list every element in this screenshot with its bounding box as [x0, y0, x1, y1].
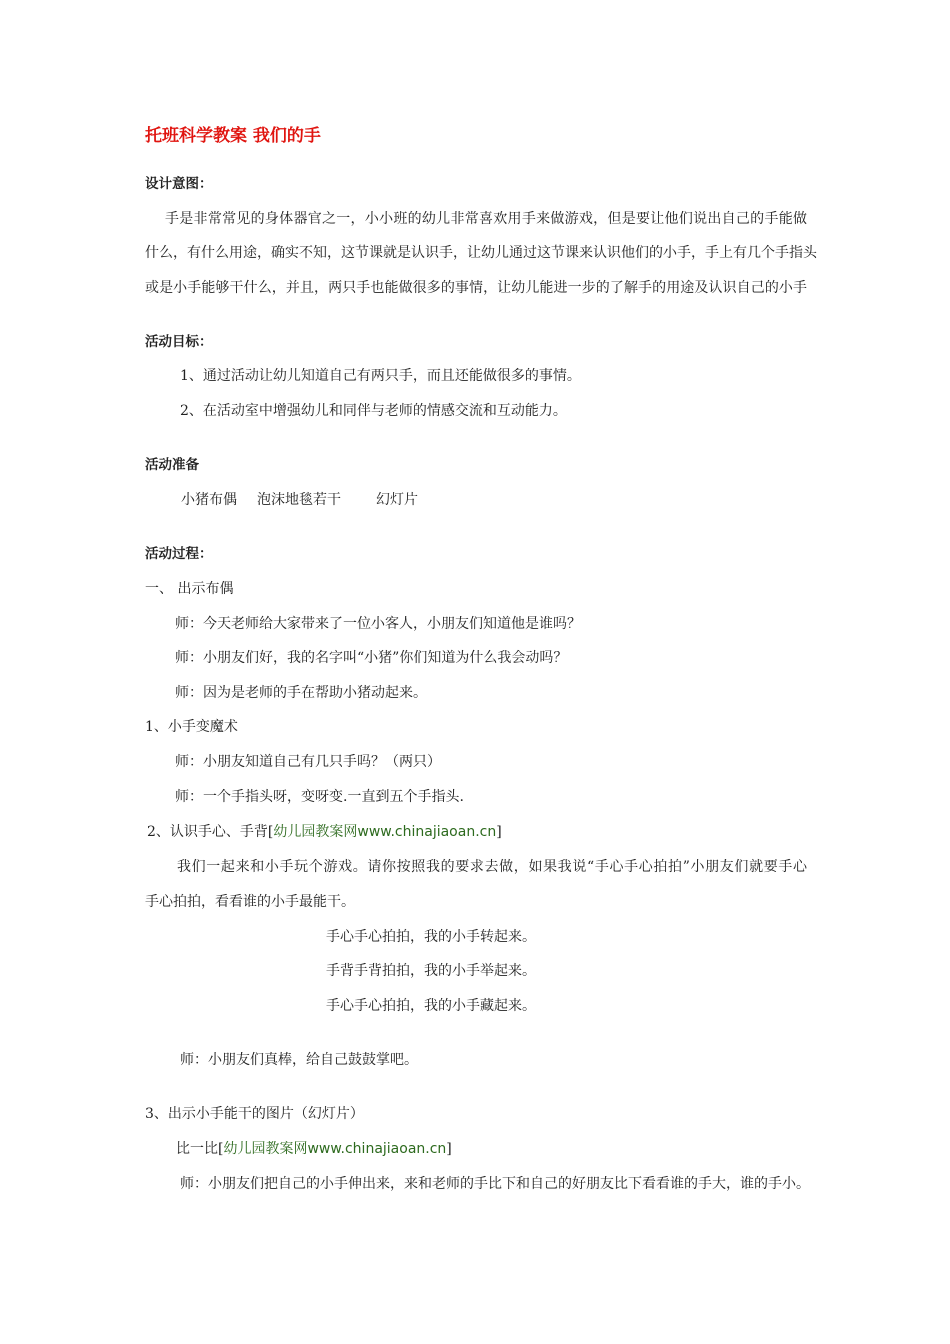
step3-heading: 3、出示小手能干的图片（幻灯片）: [145, 1106, 364, 1122]
step0-line-1: 师：今天老师给大家带来了一位小客人，小朋友们知道他是谁吗？: [175, 616, 581, 632]
prep-item-1: 小猪布偶: [181, 492, 237, 508]
prep-item-2: 泡沫地毯若干: [257, 492, 341, 508]
step2-para-line-1: 我们一起来和小手玩个游戏。请你按照我的要求去做，如果我说“手心手心拍拍”小朋友们就要手心: [177, 859, 807, 875]
rhyme-line-2: 手背手背拍拍，我的小手举起来。: [326, 963, 536, 979]
rhyme-line-1: 手心手心拍拍，我的小手转起来。: [326, 929, 536, 945]
bracket-close-2: ]: [446, 1141, 452, 1157]
step0-line-2: 师：小朋友们好，我的名字叫“小猪”你们知道为什么我会动吗？: [175, 650, 568, 666]
step3-sub-line: [176, 1139, 452, 1159]
site-link-2[interactable]: [223, 1141, 446, 1157]
step1-line-2: 师：一个手指头呀，变呀变.一直到五个手指头.: [175, 789, 464, 805]
step3-sub: 比一比: [176, 1141, 218, 1157]
step3-line: 师：小朋友们把自己的小手伸出来，来和老师的手比下和自己的好朋友比下看看谁的手大，谁的手小。: [180, 1176, 810, 1192]
prep-heading: 活动准备: [145, 457, 199, 473]
design-line-1: 手是非常常见的身体器官之一，小小班的幼儿非常喜欢用手来做游戏，但是要让他们说出自己的手能做: [165, 211, 807, 227]
design-line-2: 什么，有什么用途，确实不知，这节课就是认识手，让幼儿通过这节课来认识他们的小手，手上有几个手指头: [145, 245, 817, 261]
step2-end: 师：小朋友们真棒，给自己鼓鼓掌吧。: [180, 1052, 418, 1068]
step2-heading: 2、认识手心、手背: [147, 824, 268, 840]
goal-item-2: 2、在活动室中增强幼儿和同伴与老师的情感交流和互动能力。: [180, 403, 567, 419]
prep-item-3: 幻灯片: [376, 492, 418, 508]
bracket-open: [: [267, 824, 274, 840]
design-line-3: 或是小手能够干什么，并且，两只手也能做很多的事情，让幼儿能进一步的了解手的用途及认识自己的小手: [145, 280, 807, 296]
step0-line-3: 师：因为是老师的手在帮助小猪动起来。: [175, 685, 427, 701]
rhyme-line-3: 手心手心拍拍，我的小手藏起来。: [326, 998, 536, 1014]
link-url-2: www.chinajiaoan.cn: [307, 1141, 447, 1157]
step1-line-1: 师：小朋友知道自己有几只手吗？（两只）: [175, 754, 441, 770]
goal-item-1: 1、通过活动让幼儿知道自己有两只手，而且还能做很多的事情。: [180, 368, 581, 384]
design-heading: 设计意图：: [145, 176, 213, 192]
step2-para-line-2: 手心拍拍，看看谁的小手最能干。: [145, 894, 355, 910]
bracket-close: ]: [496, 824, 502, 840]
goals-heading: 活动目标：: [145, 334, 213, 350]
process-heading: 活动过程：: [145, 546, 213, 562]
link-site-name: 幼儿园教案网: [273, 824, 358, 840]
step1-heading: 1、小手变魔术: [145, 719, 238, 735]
link-site-name-2: 幼儿园教案网: [223, 1141, 308, 1157]
site-link[interactable]: [273, 824, 496, 840]
link-url: www.chinajiaoan.cn: [357, 824, 497, 840]
step0-heading: 一、 出示布偶: [145, 581, 234, 597]
step2-heading-line: [147, 822, 502, 842]
page-title: 托班科学教案 我们的手: [145, 126, 321, 146]
bracket-open-2: [: [218, 1141, 224, 1157]
